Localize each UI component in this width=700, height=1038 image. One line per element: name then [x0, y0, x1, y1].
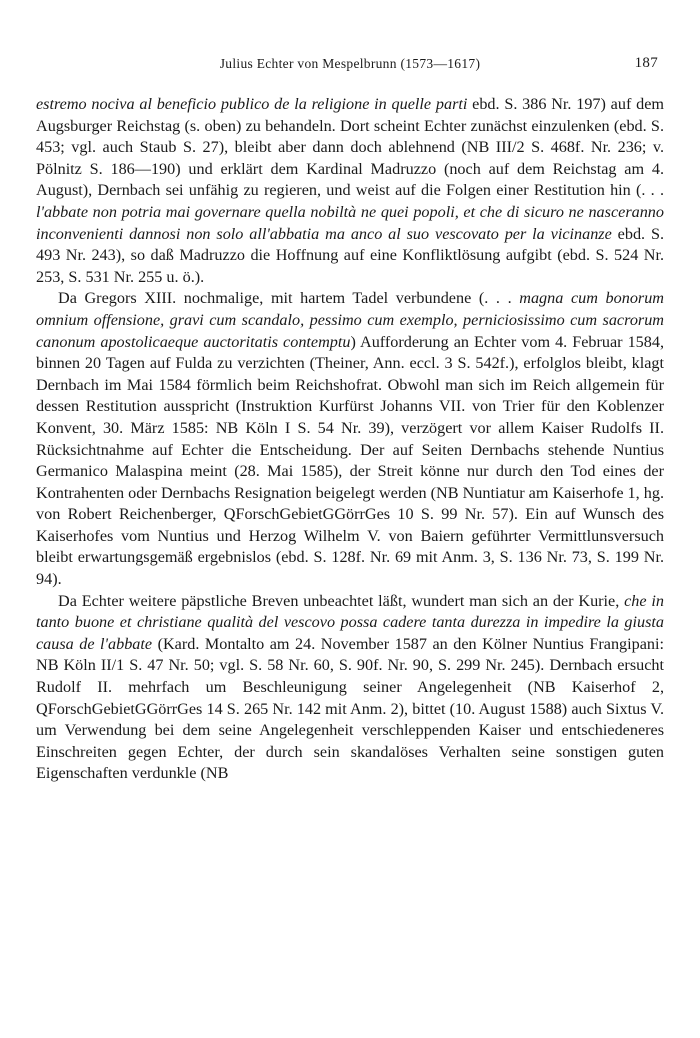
italic-quotation: l'abbate non potria mai governare quella nobiltà ne quei popoli, et che di sicuro ne nasceranno inconvenienti dannosi non solo all'abbatia ma anco al suo vescovato per la vicinanze: [36, 202, 664, 243]
paragraph: [36, 591, 664, 785]
page-number: 187: [634, 55, 658, 71]
italic-quotation: che in tanto buone et christiane qualità del vescovo possa cadere tanta durezza in impedire la giusta causa de l'abbate: [36, 591, 664, 653]
italic-quotation: estremo nociva al beneficio publico de la religione in quelle parti: [36, 95, 468, 113]
text-segment: ebd. S. 386 Nr. 197) auf dem Augsburger Reichstag (s. oben) zu behandeln. Dort scheint Echter zunächst einzulenken (ebd. S. 453; vgl. auch Staub S. 27), bleibt aber dann doch ablehnend (NB III/2 S. 468f. Nr. 236; v. Pölnitz S. 186—190) und erklärt dem Kardinal Madruzzo (noch auf dem Reichstag am 4. August), Dernbach sei unfähig zu regieren, und weist auf die Folgen einer Restitution hin (. . .: [36, 95, 664, 200]
running-head: [36, 56, 664, 76]
text-segment: ) Aufforderung an Echter vom 4. Februar 1584, binnen 20 Tagen auf Fulda zu verzichten (Theiner, Ann. eccl. 3 S. 542f.), erfolglos bleibt, klagt Dernbach im Mai 1584 förmlich beim Reichshofrat. Obwohl man sich im Reich allgemein für dessen Restitution ausspricht (Instruktion Kurfürst Johanns VII. von Trier für den Koblenzer Konvent, 30. März 1585: NB Köln I S. 54 Nr. 39), verzögert vor allem Kaiser Rudolfs II. Rücksichtnahme auf Echter die Entscheidung. Der auf Seiten Dernbachs stehende Nuntius Germanico Malaspina meint (28. Mai 1585), der Streit könne nur durch den Tod eines der Kontrahenten oder Dernbachs Resignation beigelegt werden (NB Nuntiatur am Kaiserhofe 1, hg. von Robert Reichenberger, QForschGebietGGörrGes 10 S. 99 Nr. 57). Ein auf Wunsch des Kaiserhofes vom Nuntius und Herzog Wilhelm V. von Baiern geführter Vermittlunsversuch bleibt erwartungsgemäß ergebnislos (ebd. S. 128f. Nr. 69 mit Anm. 3, S. 136 Nr. 73, S. 199 Nr. 94).: [36, 332, 665, 589]
text-segment: Da Echter weitere päpstliche Breven unbeachtet läßt, wundert man sich an der Kurie,: [58, 591, 625, 610]
book-page: [36, 0, 664, 1038]
text-segment: Da Gregors XIII. nochmalige, mit hartem Tadel verbundene (. . .: [58, 289, 520, 308]
running-title: Julius Echter von Mespelbrunn (1573—1617): [219, 56, 481, 71]
paragraph: [36, 288, 664, 590]
paragraph: [36, 94, 664, 288]
italic-quotation: magna cum bonorum omnium offensione, gravi cum scandalo, pessimo cum exemplo, perniciosissimo cum sacrorum canonum apostolicaeque auctoritatis contemptu: [36, 289, 664, 351]
text-segment: ebd. S. 493 Nr. 243), so daß Madruzzo die Hoffnung auf eine Konfliktlösung aufgibt (ebd. S. 524 Nr. 253, S. 531 Nr. 255 u. ö.).: [36, 224, 665, 286]
text-segment: (Kard. Montalto am 24. November 1587 an den Kölner Nuntius Frangipani: NB Köln II/1 S. 47 Nr. 50; vgl. S. 58 Nr. 60, S. 90f. Nr. 90, S. 299 Nr. 245). Dernbach ersucht Rudolf II. mehrfach um Beschleunigung seiner Angelegenheit (NB Kaiserhof 2, QForschGebietGGörrGes 14 S. 265 Nr. 142 mit Anm. 2), bittet (10. August 1588) auch Sixtus V. um Verwendung bei dem seine Angelegenheit verschleppenden Kaiser und entschiedeneres Einschreiten gegen Echter, der durch sein skandalöses Verhalten seine sonstigen guten Eigenschaften verdunkle (NB: [36, 634, 664, 783]
body-text: [36, 94, 664, 785]
